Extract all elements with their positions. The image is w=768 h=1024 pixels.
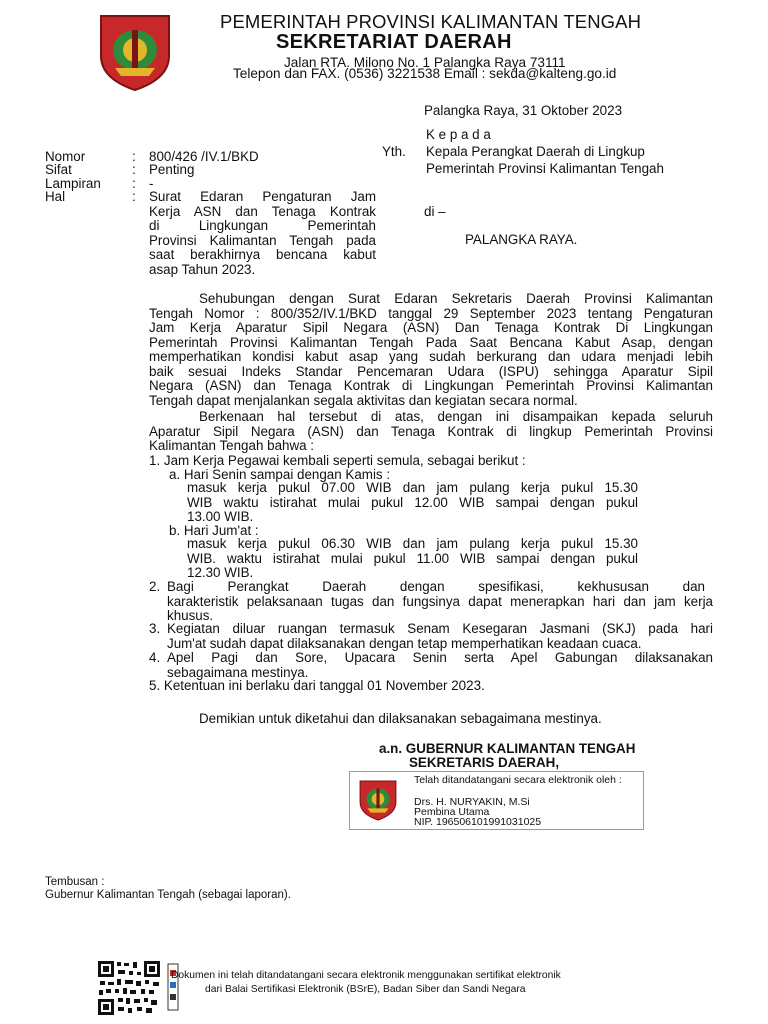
signature-title-1: a.n. GUBERNUR KALIMANTAN TENGAH [379, 741, 636, 756]
header-address: Jalan RTA. Milono No. 1 Palangka Raya 73111 [284, 55, 566, 70]
paragraph-line: Tengah Nomor : 800/352/IV.1/BKD tanggal 29 September 2023 tentang Pengaturan [149, 305, 713, 321]
list-line: WIB. waktu istirahat mulai pukul 11.00 WIB sampai dengan pukul [187, 550, 638, 566]
meta-colon: : [132, 176, 136, 191]
meta-colon: : [132, 149, 136, 164]
list-item-2-number: 2. [149, 579, 161, 594]
list-line: WIB waktu istirahat mulai pukul 12.00 WIB sampai dengan pukul [187, 494, 638, 510]
signer-name: Drs. H. NURYAKIN, M.Si [414, 796, 530, 808]
recipient-city: PALANGKA RAYA. [465, 232, 578, 247]
tembusan-title: Tembusan : [45, 876, 105, 888]
meta-label: Nomor [45, 149, 86, 164]
list-item-4-text [167, 651, 713, 680]
subject-block [149, 190, 376, 277]
subject-line: Kerja ASN dan Tenaga Kontrak [149, 203, 376, 219]
paragraph-line: Sehubungan dengan Surat Edaran Sekretaris Daerah Provinsi Kalimantan [199, 291, 713, 306]
list-item-1a-text [187, 481, 638, 525]
paragraph-line: Kalimantan Tengah bahwa : [149, 438, 315, 453]
yth-label: Yth. [382, 144, 406, 159]
header-contact: Telepon dan FAX. (0536) 3221538 Email : sekda@kalteng.go.id [233, 66, 617, 81]
recipient-line2: Pemerintah Provinsi Kalimantan Tengah [426, 161, 664, 176]
list-line: masuk kerja pukul 07.00 WIB dan jam pulang kerja pukul 15.30 [187, 480, 638, 495]
meta-colon: : [132, 162, 136, 177]
paragraph-line: Negara (ASN) dan Tenaga Kontrak di Lingkungan Pemerintah Provinsi Kalimantan [149, 378, 713, 393]
meta-value: Penting [149, 162, 195, 177]
provincial-emblem [97, 12, 173, 92]
recipient-di: di – [424, 204, 446, 219]
footer-notice-line1: Dokumen ini telah ditandatangani secara elektronik menggunakan sertifikat elektronik [171, 970, 561, 981]
list-line: khusus. [167, 608, 214, 623]
signature-title-2: SEKRETARIS DAERAH, [409, 755, 560, 770]
paragraph-1 [149, 292, 713, 408]
paragraph-2 [149, 410, 713, 454]
esign-note: Telah ditandatangani secara elektronik oleh : [414, 774, 622, 786]
list-item-3-number: 3. [149, 621, 161, 636]
list-line: 13.00 WIB. [187, 509, 254, 524]
paragraph-line: baik sesuai Indeks Standar Pencemaran Udara (ISPU) sehingga Aparatur Sipil [149, 363, 713, 379]
signer-nip: NIP. 196506101991031025 [414, 816, 542, 828]
meta-value: 800/426 /IV.1/BKD [149, 149, 259, 164]
place-date: Palangka Raya, 31 Oktober 2023 [424, 103, 623, 118]
footer-notice-line2: dari Balai Sertifikasi Elektronik (BSrE), Badan Siber dan Sandi Negara [205, 984, 526, 995]
list-item-2-text [167, 580, 713, 624]
list-item-1a-title: a. Hari Senin sampai dengan Kamis : [169, 467, 391, 482]
meta-label: Sifat [45, 162, 72, 177]
list-line: Apel Pagi dan Sore, Upacara Senin serta Apel Gabungan dilaksanakan [167, 650, 713, 665]
kepada-label: K e p a d a [426, 127, 491, 142]
list-line: Jum'at sudah dapat dilaksanakan dengan tetap memperhatikan keadaan cuaca. [167, 635, 642, 651]
signature-emblem [358, 778, 398, 822]
subject-line: Surat Edaran Pengaturan Jam [149, 189, 376, 204]
list-item-1b-text [187, 537, 638, 581]
meta-label: Lampiran [45, 176, 101, 191]
list-item-1b-title: b. Hari Jum'at : [169, 523, 259, 538]
list-line: masuk kerja pukul 06.30 WIB dan jam pulang kerja pukul 15.30 [187, 536, 638, 551]
qr-code [97, 960, 161, 1016]
meta-colon: : [132, 189, 136, 204]
meta-label: Hal [45, 189, 66, 204]
closing-sentence: Demikian untuk diketahui dan dilaksanakan sebagaimana mestinya. [199, 711, 602, 726]
list-line: sebagaimana mestinya. [167, 664, 309, 680]
list-line: Bagi Perangkat Daerah dengan spesifikasi, kekhususan dan [167, 579, 705, 594]
subject-line: Provinsi Kalimantan Tengah pada [149, 232, 376, 248]
paragraph-line: memperhatikan kondisi kabut asap yang sudah berkurang dan udara menjadi lebih [149, 349, 713, 364]
list-item-5: 5. Ketentuan ini berlaku dari tanggal 01 November 2023. [149, 678, 485, 693]
list-line: 12.30 WIB. [187, 565, 254, 580]
list-item-4-number: 4. [149, 650, 161, 665]
tembusan-item: Gubernur Kalimantan Tengah (sebagai laporan). [45, 889, 291, 901]
paragraph-line: Pemerintah Provinsi Kalimantan Tengah Pada Saat Bencana Kabut Asap, dengan [149, 334, 713, 350]
list-item-1: 1. Jam Kerja Pegawai kembali seperti semula, sebagai berikut : [149, 453, 526, 468]
electronic-signature-box [349, 771, 644, 830]
header-secretariat: SEKRETARIAT DAERAH [276, 31, 512, 53]
recipient-line1: Kepala Perangkat Daerah di Lingkup [426, 144, 645, 159]
signer-rank: Pembina Utama [414, 806, 490, 818]
paragraph-line: Berkenaan hal tersebut di atas, dengan ini disampaikan kepada seluruh [199, 409, 713, 424]
paragraph-line: Jam Kerja Aparatur Sipil Negara (ASN) Dan Tenaga Kontrak Di Lingkungan [149, 320, 713, 335]
list-line: karakteristik pelaksanaan tugas dan fungsinya dapat menerapkan hari dan jam kerja [167, 593, 713, 609]
subject-line: saat berakhirnya bencana kabut [149, 247, 376, 262]
list-line: Kegiatan diluar ruangan termasuk Senam Kesegaran Jasmani (SKJ) pada hari [167, 621, 713, 636]
meta-value: - [149, 176, 154, 191]
paragraph-line: Tengah dapat menjalankan segala aktivitas dan kegiatan secara normal. [149, 392, 578, 408]
header-government: PEMERINTAH PROVINSI KALIMANTAN TENGAH [220, 11, 642, 32]
subject-line: di Lingkungan Pemerintah [149, 218, 376, 233]
list-item-3-text [167, 622, 713, 651]
subject-line: asap Tahun 2023. [149, 261, 256, 277]
paragraph-line: Aparatur Sipil Negara (ASN) dan Tenaga Kontrak di lingkup Pemerintah Provinsi [149, 423, 713, 439]
